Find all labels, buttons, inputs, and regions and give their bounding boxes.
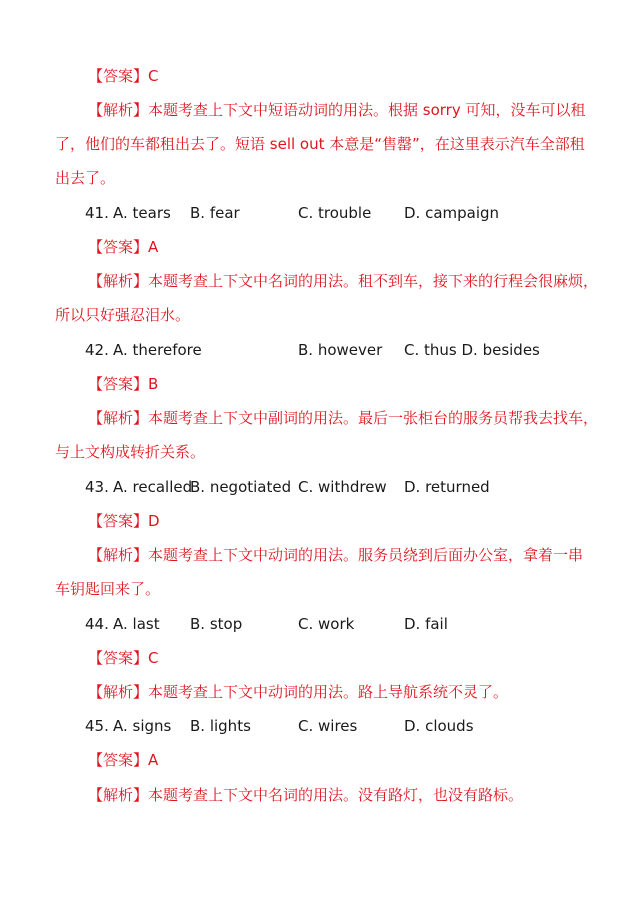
option-a: A. signs [113,717,172,735]
option-c-d: C. thus D. besides [404,341,540,359]
explanation-line: 【解析】本题考查上下文中短语动词的用法。根据 sorry 可知，没车可以租 [88,101,586,119]
question-number: 45. [85,717,109,735]
question-number: 41. [85,204,109,222]
option-d: D. clouds [404,717,474,735]
explanation-line: 【解析】本题考查上下文中名词的用法。租不到车，接下来的行程会很麻烦， [88,272,599,290]
answer-label: 【答案】A [88,238,159,256]
question-44 [0,614,640,634]
option-b: B. negotiated [190,478,292,496]
option-b: B. fear [190,204,240,222]
option-c: C. wires [298,717,358,735]
option-c: C. work [298,615,355,633]
option-b: B. however [298,341,383,359]
answer-label: 【答案】C [88,67,159,85]
option-c: C. trouble [298,204,372,222]
question-number: 43. [85,478,109,496]
answer-label: 【答案】C [88,649,159,667]
option-d: D. campaign [404,204,500,222]
option-d: D. fail [404,615,448,633]
explanation-line: 【解析】本题考查上下文中动词的用法。路上导航系统不灵了。 [88,683,509,701]
explanation-line: 车钥匙回来了。 [55,580,161,598]
explanation-line: 【解析】本题考查上下文中名词的用法。没有路灯，也没有路标。 [88,786,524,804]
option-a: A. tears [113,204,171,222]
explanation-line: 【解析】本题考查上下文中动词的用法。服务员绕到后面办公室，拿着一串 [88,546,584,564]
option-b: B. stop [190,615,243,633]
question-number: 42. [85,341,109,359]
question-43 [0,477,640,497]
option-b: B. lights [190,717,251,735]
option-a: A. therefore [113,341,202,359]
explanation-line: 所以只好强忍泪水。 [55,306,191,324]
explanation-line: 了，他们的车都租出去了。短语 sell out 本意是“售罄”，在这里表示汽车全部租 [55,135,585,153]
option-a: A. last [113,615,160,633]
option-d: D. returned [404,478,490,496]
question-number: 44. [85,615,109,633]
answer-label: 【答案】B [88,375,159,393]
option-c: C. withdrew [298,478,387,496]
explanation-line: 与上文构成转折关系。 [55,443,206,461]
option-a: A. recalled [113,478,193,496]
answer-label: 【答案】D [88,512,160,530]
question-42 [0,340,640,360]
explanation-line: 【解析】本题考查上下文中副词的用法。最后一张柜台的服务员帮我去找车， [88,409,599,427]
question-45 [0,716,640,736]
question-41 [0,203,640,223]
explanation-line: 出去了。 [55,169,116,187]
answer-label: 【答案】A [88,751,159,769]
